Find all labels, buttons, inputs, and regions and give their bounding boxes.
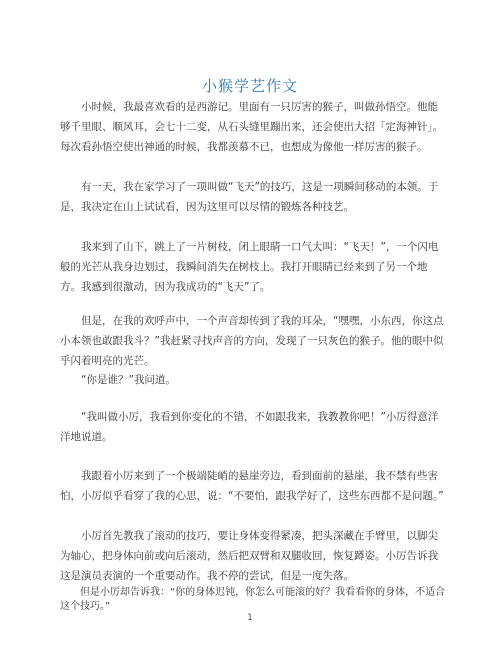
paragraph-9: 但是小厉却告诉我：“你的身体迟钝，你怎么可能滚的好？我看看你的身体，不适合这个技巧。”	[60, 587, 446, 612]
page-number: 1	[247, 613, 253, 623]
paragraph-1: 小时候，我最喜欢看的是西游记。里面有一只厉害的猴子，叫做孙悟空。他能够千里眼、顺风耳，会七十二变，从石头缝里蹦出来，还会使出大招「定海神针」。每次看孙悟空使出神通的时候，我都羡慕不已，也想成为像他一样厉害的猴子。	[60, 101, 444, 153]
paragraph-5: “你是谁？”我问道。	[81, 374, 176, 386]
paragraph-7: 我跟着小厉来到了一个极端陡峭的悬崖旁边，看到面前的悬崖，我不禁有些害怕，小厉似乎看穿了我的心思，说：“不要怕，跟我学好了，这些东西都不是问题。”	[60, 470, 444, 502]
paragraph-3: 我来到了山下，跳上了一片树枝，闭上眼睛一口气大叫：“飞天！”，一个闪电般的光芒从我身边划过，我瞬间消失在树枝上。我打开眼睛已经来到了另一个地方。我感到很激动，因为我成功的“飞天”了。	[60, 241, 439, 293]
paragraph-2: 有一天，我在家学习了一项叫做“飞天”的技巧，这是一项瞬间移动的本领。于是，我决定在山上试试看，因为这里可以尽情的锻炼各种技艺。	[60, 181, 439, 213]
paragraph-8: 小厉首先教我了滚动的技巧，要让身体变得紧凑，把头深藏在手臂里，以脚尖为轴心，把身体向前或向后滚动，然后把双臂和双腿收回，恢复蹲姿。小厉告诉我这是演员表演的一个重要动作。我不停的尝试，但是一度失落。	[60, 530, 438, 582]
paragraph-6: “我叫做小厉，我看到你变化的不错，不如跟我来，我教教你吧！”小厉得意洋洋地说道。	[60, 411, 439, 443]
paragraph-4: 但是，在我的欢呼声中，一个声音却传到了我的耳朵，“嘿嘿，小东西，你这点小本领也敢跟我斗？”我赶紧寻找声音的方向，发现了一只灰色的猴子。他的眼中似乎闪着明亮的光芒。	[60, 315, 444, 367]
document-title: 小猴学艺作文	[201, 77, 298, 95]
